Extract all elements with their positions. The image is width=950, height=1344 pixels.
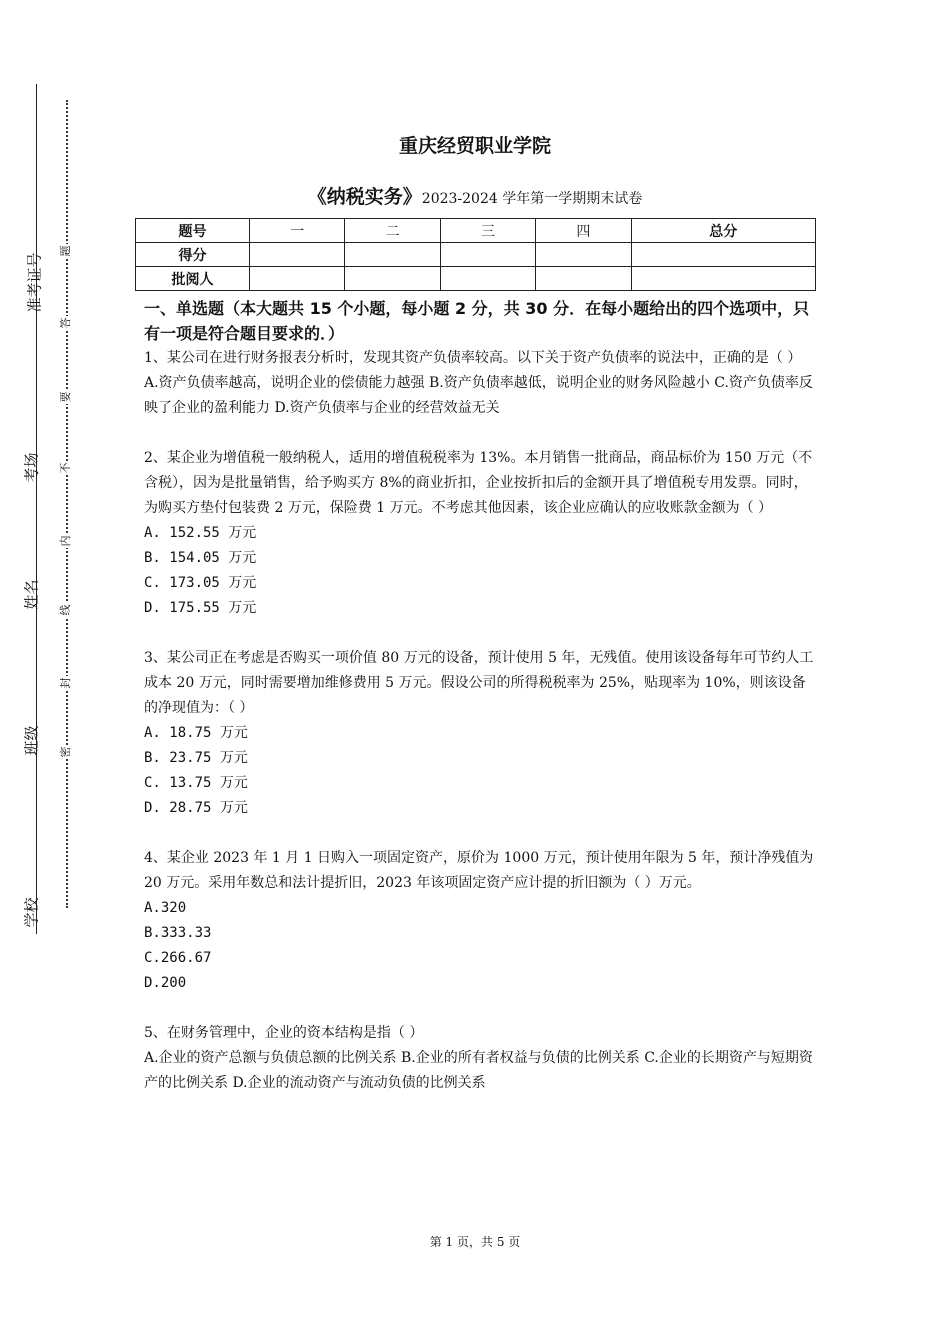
question-options (144, 1046, 814, 1096)
section-heading: 一、单选题（本大题共 15 个小题，每小题 2 分，共 30 分．在每小题给出的四个选项中，只有一项是符合题目要求的．） (144, 299, 810, 343)
option-a: A. 152.55 万元 (144, 525, 257, 541)
question-options (144, 371, 814, 421)
option-b: B.企业的所有者权益与负债的比例关系 (401, 1050, 640, 1066)
question-stem: 5、在财务管理中，企业的资本结构是指（ ） (144, 1025, 424, 1041)
page-number: 第 1 页，共 5 页 (429, 1235, 521, 1249)
option-d: D. 28.75 万元 (144, 800, 248, 816)
table-header-cell: 四 (536, 219, 631, 243)
exam-subtitle (0, 182, 950, 209)
seal-char: 封 (59, 677, 72, 689)
grader-cell (440, 267, 535, 291)
seal-char: 线 (59, 604, 72, 616)
grader-cell (250, 267, 345, 291)
score-cell (536, 243, 631, 267)
option-d: D.企业的流动资产与流动负债的比例关系 (232, 1075, 486, 1091)
score-cell (345, 243, 440, 267)
seal-char: 不 (59, 462, 72, 474)
table-header-cell: 三 (440, 219, 535, 243)
seal-char: 密 (59, 746, 72, 758)
option-c: C. 13.75 万元 (144, 775, 248, 791)
question-stem: 2、某企业为增值税一般纳税人，适用的增值税税率为 13%。本月销售一批商品，商品标价为 150 万元（不含税），因为是批量销售，给予购买方 8%的商业折扣，企业按折扣后的金额开具了增值税专用发票。同时，为购买方垫付包装费 2 万元，保险费 1 万元。不考虑其他因素，该企业应确认的应收账款金额为（ ） (144, 450, 813, 516)
option-c: C.资产负债率反映了企业的盈利能力 (144, 375, 813, 416)
option-b: B.资产负债率越低，说明企业的财务风险越小 (429, 375, 710, 391)
question-stem: 3、某公司正在考虑是否购买一项价值 80 万元的设备，预计使用 5 年，无残值。使用该设备每年可节约人工成本 20 万元，同时需要增加维修费用 5 万元。假设公司的所得税税率为 25%，贴现率为 10%，则该设备的净现值为：（ ） (144, 650, 814, 716)
question-1 (144, 346, 814, 421)
score-cell (631, 243, 815, 267)
option-d: D. 175.55 万元 (144, 600, 257, 616)
side-label-exam-id: 准考证号 (25, 252, 44, 313)
grader-cell (345, 267, 440, 291)
term-info: 2023-2024 学年第一学期期末试卷 (421, 191, 643, 207)
question-4 (144, 846, 814, 996)
option-c: C. 173.05 万元 (144, 575, 257, 591)
side-label-name: 姓名 (22, 579, 41, 610)
seal-char: 要 (59, 391, 72, 403)
question-2 (144, 446, 814, 621)
table-header-cell: 总分 (631, 219, 815, 243)
question-stem: 1、某公司在进行财务报表分析时，发现其资产负债率较高。以下关于资产负债率的说法中，正确的是（ ） (144, 350, 802, 366)
option-a: A. 18.75 万元 (144, 725, 248, 741)
row-label: 得分 (136, 243, 250, 267)
grader-cell (536, 267, 631, 291)
seal-char: 内 (59, 535, 72, 547)
score-table-header-row (136, 219, 816, 243)
seal-char: 答 (59, 317, 72, 329)
grader-row (136, 267, 816, 291)
score-row (136, 243, 816, 267)
grader-cell (631, 267, 815, 291)
table-header-cell: 题号 (136, 219, 250, 243)
option-b: B. 154.05 万元 (144, 550, 257, 566)
exam-content (144, 296, 814, 1096)
option-a: A.资产负债率越高，说明企业的偿债能力越强 (144, 375, 425, 391)
option-c: C.266.67 (144, 950, 212, 966)
row-label: 批阅人 (136, 267, 250, 291)
score-table (135, 218, 816, 291)
table-header-cell: 二 (345, 219, 440, 243)
seal-char: 题 (59, 245, 72, 257)
option-b: B.333.33 (144, 925, 212, 941)
table-header-cell: 一 (250, 219, 345, 243)
question-5 (144, 1021, 814, 1096)
option-a: A.企业的资产总额与负债总额的比例关系 (144, 1050, 397, 1066)
option-d: D.200 (144, 975, 187, 991)
score-cell (440, 243, 535, 267)
course-name: 《纳税实务》 (307, 186, 422, 208)
seal-dotted-line (66, 100, 68, 908)
school-title: 重庆经贸职业学院 (398, 135, 551, 157)
side-label-class: 班级 (22, 725, 41, 756)
option-a: A.320 (144, 900, 187, 916)
question-stem: 4、某企业 2023 年 1 月 1 日购入一项固定资产，原价为 1000 万元，预计使用年限为 5 年，预计净残值为 20 万元。采用年数总和法计提折旧，2023 年该项固定资产应计提的折旧额为（ ）万元。 (144, 850, 814, 891)
option-c: C.企业的长期资产与短期资产的比例关系 (144, 1050, 813, 1091)
option-b: B. 23.75 万元 (144, 750, 248, 766)
option-d: D.资产负债率与企业的经营效益无关 (274, 400, 500, 416)
score-cell (250, 243, 345, 267)
side-label-exam-room: 考场 (22, 452, 41, 483)
binding-line (36, 84, 37, 934)
question-3 (144, 646, 814, 821)
side-label-school: 学校 (22, 897, 41, 928)
